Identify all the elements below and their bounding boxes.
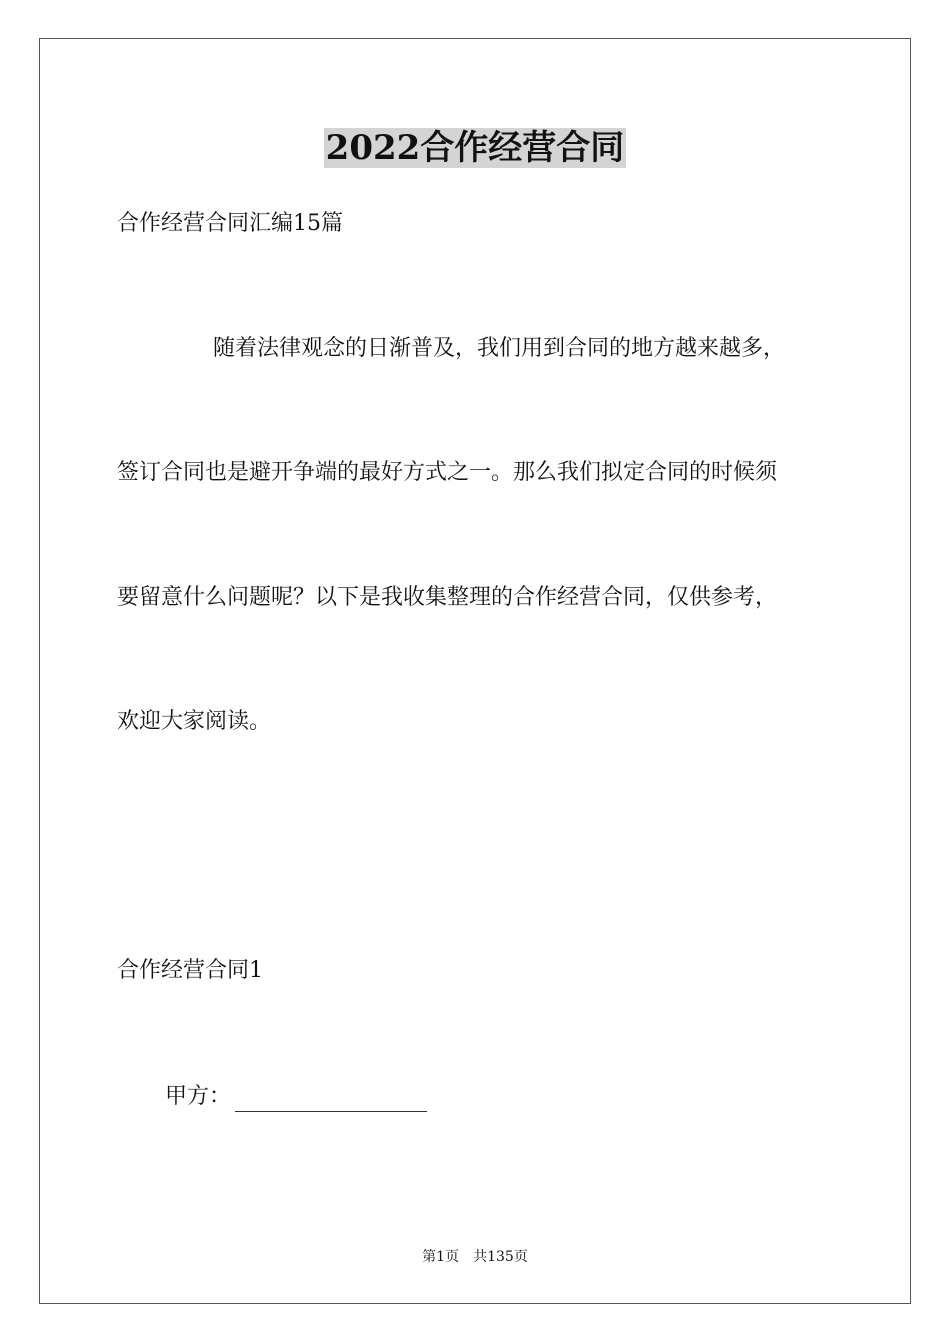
page-footer [0, 1248, 950, 1266]
page-total: 共135页 [473, 1249, 528, 1265]
intro-line-2: 签订合同也是避开争端的最好方式之一。那么我们拟定合同的时候须 [117, 460, 778, 485]
intro-line-3: 要留意什么问题呢？以下是我收集整理的合作经营合同，仅供参考， [117, 585, 778, 610]
party-a-blank [235, 1087, 427, 1112]
intro-line-1: 随着法律观念的日渐普及，我们用到合同的地方越来越多， [213, 336, 786, 361]
intro-line-4: 欢迎大家阅读。 [117, 709, 272, 734]
document-subtitle: 合作经营合同汇编15篇 [117, 211, 343, 236]
party-a-label: 甲方： [165, 1084, 232, 1109]
page-number: 第1页 [422, 1249, 460, 1265]
document-title [0, 128, 950, 168]
section-heading: 合作经营合同1 [117, 958, 263, 983]
party-a-field [165, 1082, 427, 1112]
document-title-text: 2022合作经营合同 [325, 128, 625, 168]
